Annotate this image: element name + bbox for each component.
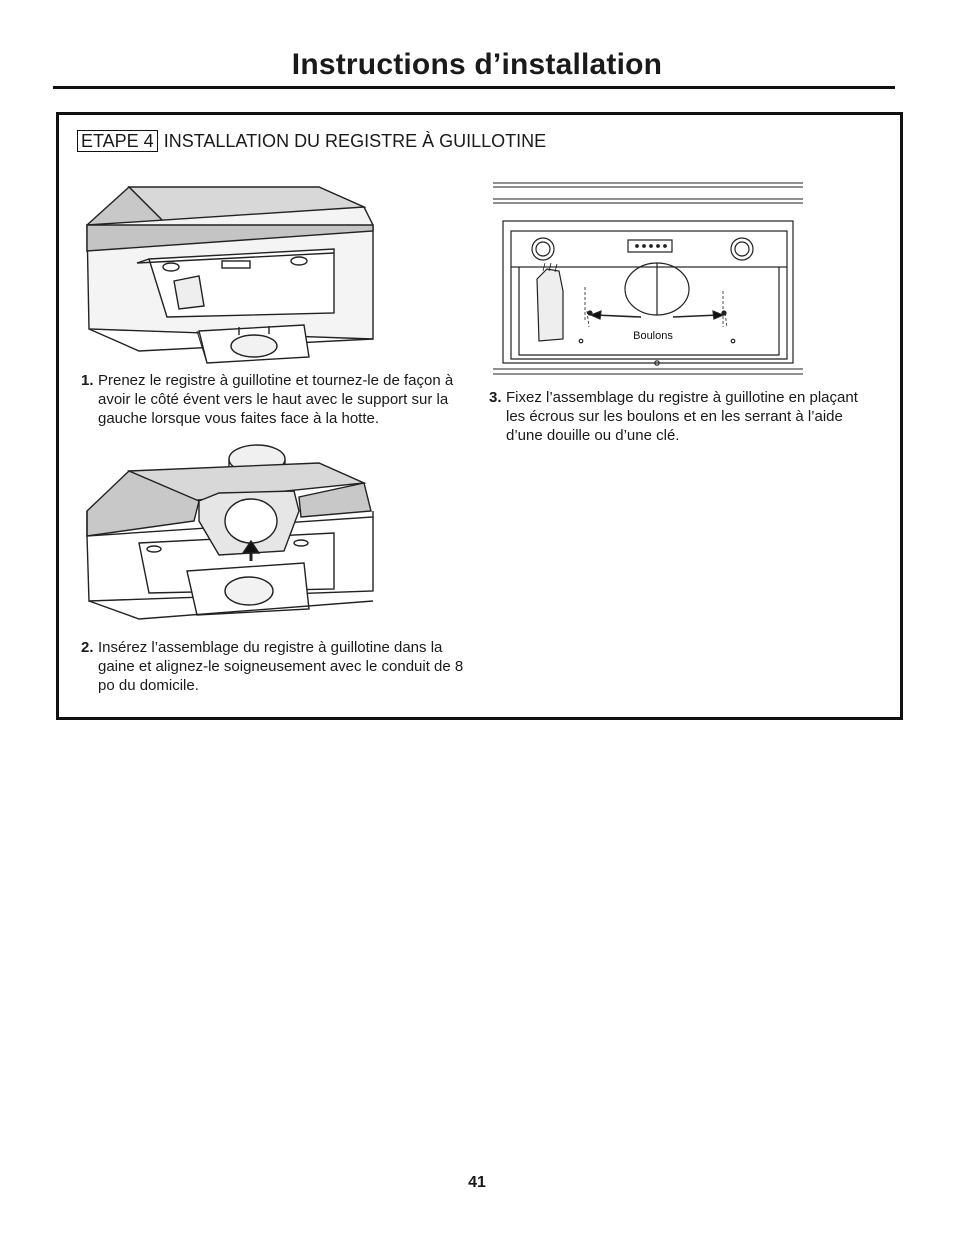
- page-number: 41: [468, 1174, 486, 1191]
- bolt-label: Boulons: [633, 330, 673, 342]
- instruction-2-text: Insérez l’assemblage du registre à guillotine dans la gaine et alignez-le soigneusement avec le conduit de 8 po du domicile.: [98, 639, 464, 694]
- instruction-2: [81, 638, 471, 695]
- instruction-1-text: Prenez le registre à guillotine et tournez-le de façon à avoir le côté évent vers le haut avec le support sur la gauche lorsque vous faites face à la hotte.: [98, 372, 454, 427]
- instruction-1-number: 1.: [81, 372, 94, 389]
- figure-3-front-view: [487, 179, 807, 389]
- instruction-3-text: Fixez l’assemblage du registre à guillotine en plaçant les écrous sur les boulons et en les serrant à l’aide d’une douille ou d’une clé.: [506, 389, 858, 444]
- page-title: Instructions d’installation: [291, 48, 663, 81]
- figure-1-hood-damper: [79, 181, 379, 371]
- instruction-3-number: 3.: [489, 389, 502, 406]
- step-heading: [77, 131, 546, 152]
- step-frame: [56, 112, 903, 720]
- figure-2-damper-inserted: [79, 441, 379, 631]
- step-tag: ETAPE 4: [77, 130, 158, 152]
- instruction-3: [489, 388, 874, 445]
- step-title: INSTALLATION DU REGISTRE À GUILLOTINE: [163, 131, 547, 151]
- instruction-2-number: 2.: [81, 639, 94, 656]
- instruction-1: [81, 371, 471, 428]
- title-divider: [53, 86, 895, 89]
